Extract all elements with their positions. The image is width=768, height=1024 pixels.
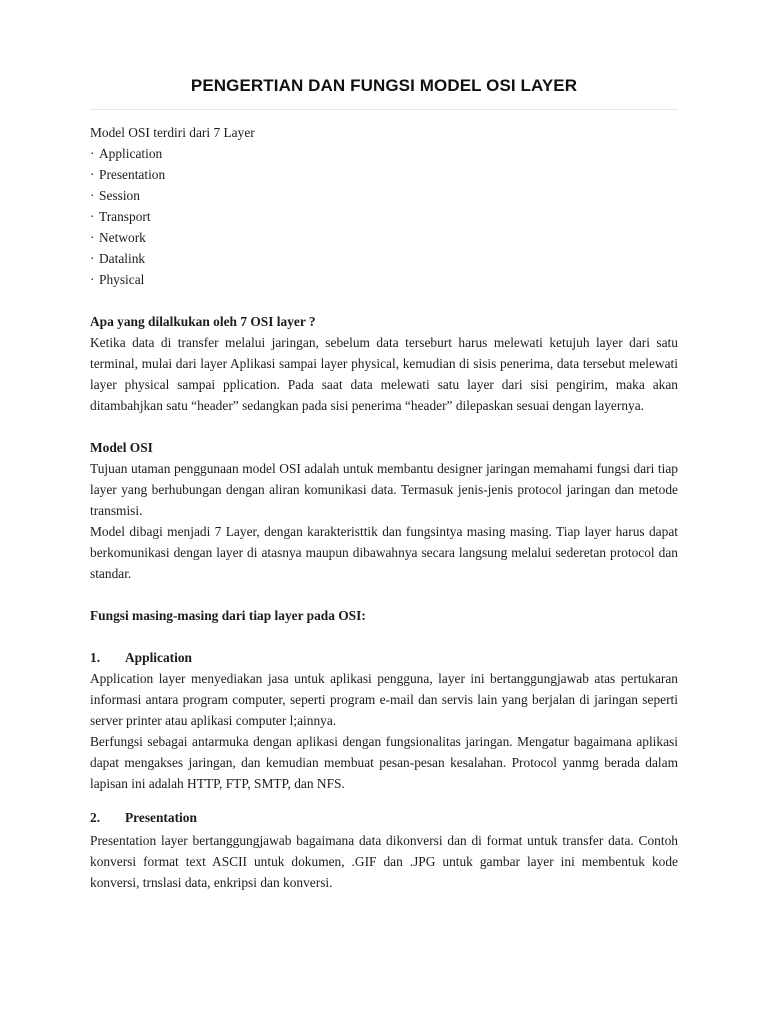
bullet-mark: · — [90, 146, 95, 161]
layer-list — [90, 143, 678, 290]
text-line: pertukaran informasi antara program computer, seperti program e-mail dan servis lain yang — [90, 671, 678, 707]
section-title: Application — [125, 650, 192, 665]
bullet-mark: · — [90, 167, 95, 182]
text-line: pengirim, maka akan ditambahjkan satu “header” sedangkan pada sisi penerima “header” — [90, 377, 678, 413]
list-item-label: Network — [99, 230, 146, 245]
model-osi-paragraph-2 — [90, 521, 678, 584]
bullet-mark: · — [90, 230, 95, 245]
application-paragraph-2 — [90, 731, 678, 794]
text-line: data. Contoh konversi format text ASCII untuk dokumen, .GIF dan .JPG untuk gambar layer ini — [90, 833, 678, 869]
list-item — [90, 143, 678, 164]
section-heading-presentation — [90, 806, 678, 830]
text-line: membentuk kode konversi, trnslasi data, enkripsi dan konversi. — [90, 854, 678, 890]
section-title: Presentation — [125, 810, 197, 825]
bullet-mark: · — [90, 209, 95, 224]
list-item — [90, 227, 678, 248]
title-divider — [90, 109, 678, 110]
fungsi-heading: Fungsi masing-masing dari tiap layer pada OSI: — [90, 608, 366, 623]
section-number: 1. — [90, 650, 101, 665]
bullet-mark: · — [90, 272, 95, 287]
document-title: PENGERTIAN DAN FUNGSI MODEL OSI LAYER — [190, 76, 578, 95]
list-item — [90, 248, 678, 269]
text-line: Ketika data di transfer melalui jaringan, sebelum data terseburt harus melewati ketujuh layer dari — [90, 335, 650, 350]
list-item-label: Transport — [99, 209, 151, 224]
section-number: 2. — [90, 810, 101, 825]
document-body — [90, 122, 678, 893]
text-line: Presentation layer bertanggungjawab bagaimana data dikonversi dan di format untuk transfer — [90, 833, 604, 848]
text-line: Application layer menyediakan jasa untuk aplikasi pengguna, layer ini bertanggungjawab atas — [90, 671, 616, 686]
bullet-mark: · — [90, 251, 95, 266]
text-line: Protocol yanmg berada dalam lapisan ini adalah HTTP, FTP, SMTP, dan NFS. — [90, 755, 678, 791]
text-line: sederetan protocol dan standar. — [90, 545, 678, 581]
application-paragraph-1 — [90, 668, 678, 731]
text-line: bagaimana aplikasi dapat mengakses jaringan, dan kemudian membuat pesan-pesan kesalahan. — [90, 734, 678, 770]
list-item-label: Datalink — [99, 251, 146, 266]
text-line: Berfungsi sebagai antarmuka dengan aplikasi dengan fungsionalitas jaringan. Mengatur — [90, 734, 570, 749]
text-line: fungsi dari tiap layer yang berhubungan dengan aliran komunikasi data. Termasuk jenis-jenis — [90, 461, 678, 497]
bullet-mark: · — [90, 188, 95, 203]
list-item — [90, 206, 678, 227]
question-heading: Apa yang dilalkukan oleh 7 OSI layer ? — [90, 314, 316, 329]
intro-text: Model OSI terdiri dari 7 Layer — [90, 125, 255, 140]
text-line: harus dapat berkomunikasi dengan layer di atasnya maupun dibawahnya secara langsung melalui — [90, 524, 678, 560]
section-heading-application — [90, 647, 678, 668]
text-line: dilepaskan sesuai dengan layernya. — [455, 398, 645, 413]
list-item-label: Presentation — [99, 167, 166, 182]
list-item — [90, 185, 678, 206]
list-item-label: Physical — [99, 272, 145, 287]
text-line: Tujuan utaman penggunaan model OSI adalah untuk membantu designer jaringan memahami — [90, 461, 593, 476]
list-item-label: Application — [99, 146, 163, 161]
question-paragraph — [90, 332, 678, 416]
model-osi-paragraph-1 — [90, 458, 678, 521]
text-line: tersebut melewati layer physical sampai pplication. Pada saat data melewati satu layer dari sisi — [90, 356, 678, 392]
list-item — [90, 164, 678, 185]
text-line: protocol jaringan dan metode transmisi. — [90, 482, 678, 518]
text-line: Model dibagi menjadi 7 Layer, dengan karakteristtik dan fungsintya masing masing. Tiap layer — [90, 524, 612, 539]
text-line: satu terminal, mulai dari layer Aplikasi sampai layer physical, kemudian di sisis penerima, data — [90, 335, 678, 371]
presentation-paragraph — [90, 830, 678, 893]
list-item — [90, 269, 678, 290]
model-osi-heading: Model OSI — [90, 440, 153, 455]
list-item-label: Session — [99, 188, 140, 203]
text-line: berjalan di jaringan seperti server printer atau aplikasi computer l;ainnya. — [90, 692, 678, 728]
